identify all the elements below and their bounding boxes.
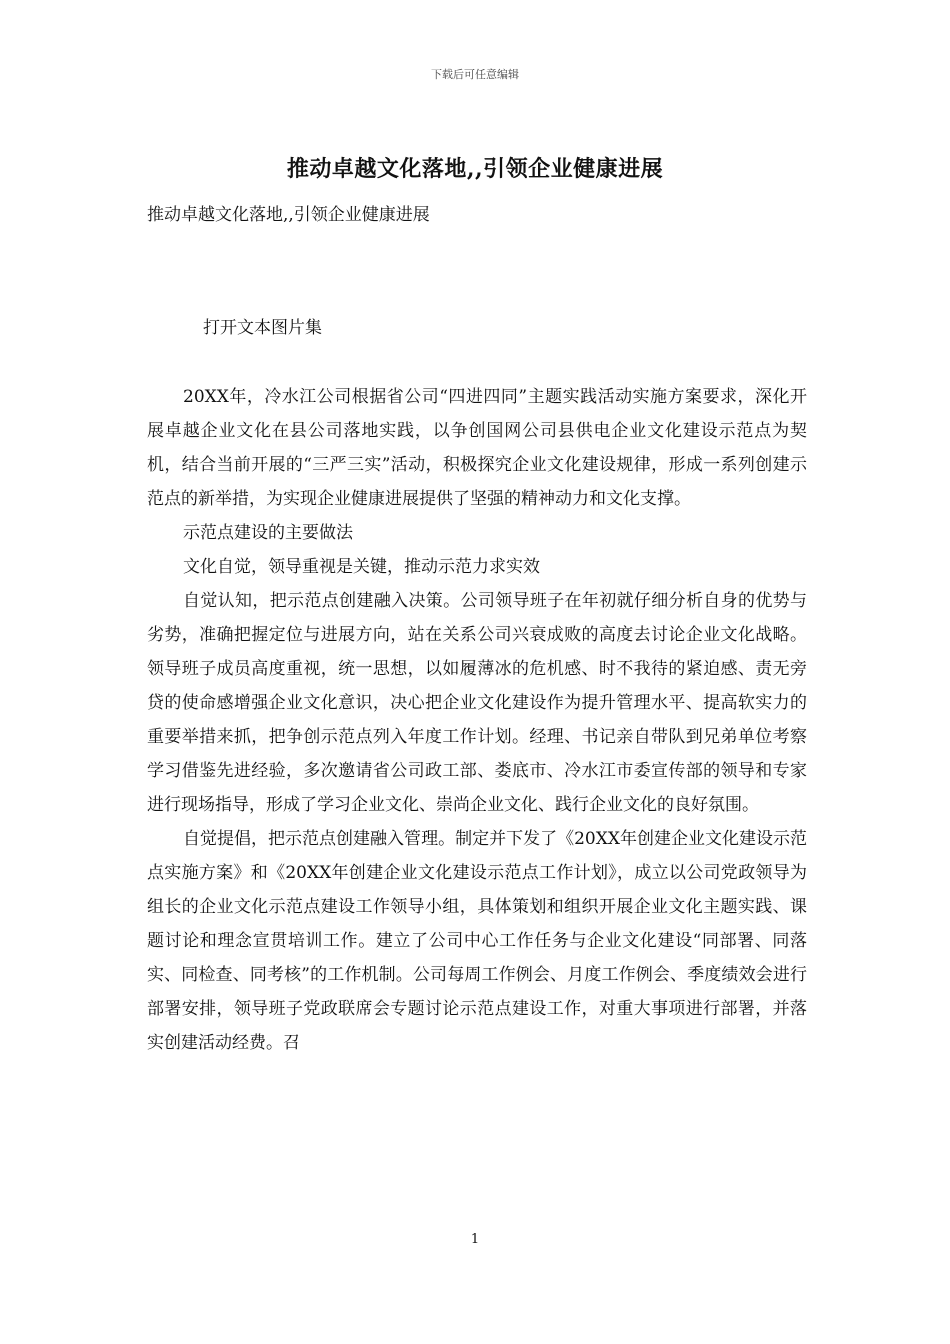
document-subtitle: 推动卓越文化落地,,引领企业健康进展 bbox=[147, 205, 430, 225]
open-image-gallery-link[interactable]: 打开文本图片集 bbox=[203, 318, 322, 338]
paragraph: 20XX年，冷水江公司根据省公司“四进四同”主题实践活动实施方案要求，深化开展卓越企业文化在县公司落地实践，以争创国网公司县供电企业文化建设示范点为契机，结合当前开展的“三严三实”活动，积极探究企业文化建设规律，形成一系列创建示范点的新举措，为实现企业健康进展提供了坚强的精神动力和文化支撑。 bbox=[147, 387, 807, 509]
body-text bbox=[147, 380, 807, 1060]
document-title: 推动卓越文化落地,,引领企业健康进展 bbox=[286, 156, 664, 182]
page-header: 下载后可任意编辑 bbox=[431, 68, 519, 81]
section-heading: 示范点建设的主要做法 bbox=[183, 523, 353, 543]
page-number: 1 bbox=[470, 1232, 480, 1247]
paragraph: 自觉提倡，把示范点创建融入管理。制定并下发了《20XX年创建企业文化建设示范点实施方案》和《20XX年创建企业文化建设示范点工作计划》，成立以公司党政领导为组长的企业文化示范点建设工作领导小组，具体策划和组织开展企业文化主题实践、课题讨论和理念宣贯培训工作。建立了公司中心工作任务与企业文化建设“同部署、同落实、同检查、同考核”的工作机制。公司每周工作例会、月度工作例会、季度绩效会进行部署安排，领导班子党政联席会专题讨论示范点建设工作，对重大事项进行部署，并落实创建活动经费。召 bbox=[147, 829, 807, 1053]
paragraph: 自觉认知，把示范点创建融入决策。公司领导班子在年初就仔细分析自身的优势与劣势，准确把握定位与进展方向，站在关系公司兴衰成败的高度去讨论企业文化战略。领导班子成员高度重视，统一思想，以如履薄冰的危机感、时不我待的紧迫感、责无旁贷的使命感增强企业文化意识，决心把企业文化建设作为提升管理水平、提高软实力的重要举措来抓，把争创示范点列入年度工作计划。经理、书记亲自带队到兄弟单位考察学习借鉴先进经验，多次邀请省公司政工部、娄底市、冷水江市委宣传部的领导和专家进行现场指导，形成了学习企业文化、崇尚企业文化、践行企业文化的良好氛围。 bbox=[147, 591, 807, 815]
subsection-heading: 文化自觉，领导重视是关键，推动示范力求实效 bbox=[183, 557, 540, 577]
